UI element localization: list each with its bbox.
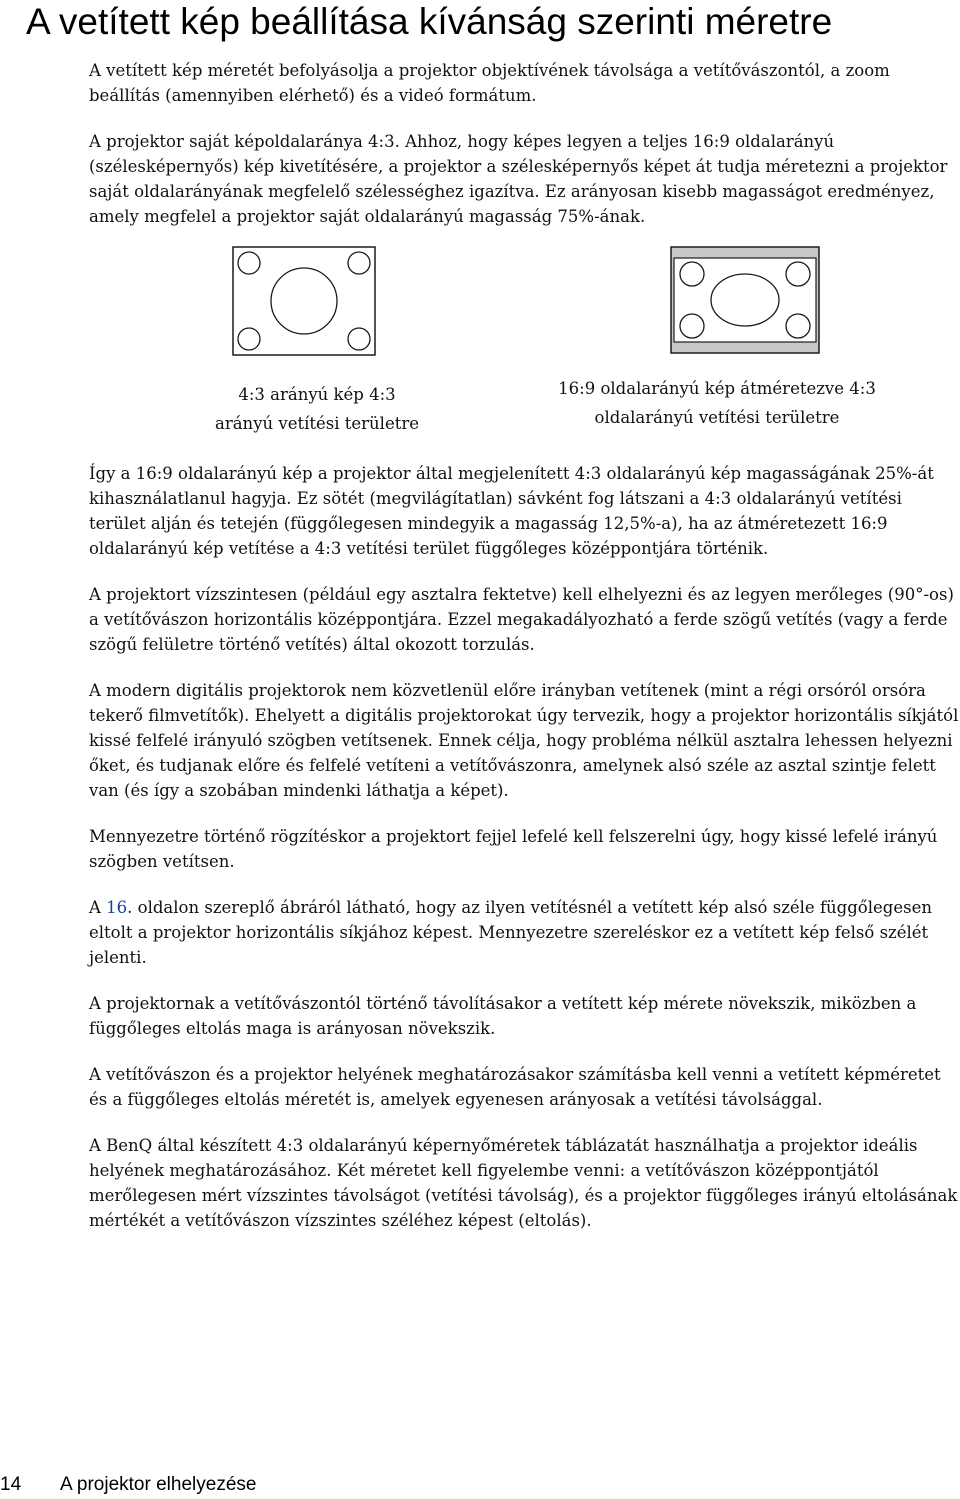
figure-16-9-caption (547, 374, 887, 432)
text-fragment: A (89, 898, 107, 917)
paragraph-benq-table: A BenQ által készített 4:3 oldalarányú képernyőméretek táblázatát használhatja a projektor ideális helyének meghatározásához. Két méretet kell figyelembe venni: a vetítővászon középpontjától merőlegesen mért vízszintes távolságot (vetítési távolság), és a projektor függőleges irányú eltolásának mértékét a vetítővászon vízszintes széléhez képest (eltolás). (89, 1136, 958, 1230)
paragraph-dark-bands: Így a 16:9 oldalarányú kép a projektor által megjelenített 4:3 oldalarányú kép magasságának 25%-át kihasználatlanul hagyja. Ez sötét (megvilágítatlan) sávként fog látszani a 4:3 oldalarányú vetítési terület alján és tetején (függőlegesen mindegyik a magasság 12,5%-a), ha az átméretezett 16:9 oldalarányú kép vetítése a 4:3 vetítési terület függőleges középpontjára történik. (89, 464, 934, 558)
text-fragment: . oldalon szereplő ábráról látható, hogy az ilyen vetítésnél a vetített kép alsó széle függőlegesen eltolt a projektor horizontális síkjához képest. Mennyezetre szereléskor ez a vetített kép felső szélét jelenti. (89, 898, 932, 967)
page-16-link[interactable]: 16 (106, 898, 128, 917)
corner-circle (238, 252, 260, 274)
paragraph-ceiling-mount: Mennyezetre történő rögzítéskor a projektort fejjel lefelé kell felszerelni úgy, hogy kissé lefelé irányú szögben vetítsen. (89, 827, 938, 871)
caption-line: arányú vetítési területre (215, 414, 419, 433)
figure-4-3 (167, 246, 467, 438)
page-title: A vetített kép beállítása kívánság szerinti méretre (26, 1, 833, 42)
paragraph-placement-factors: A vetítővászon és a projektor helyének meghatározásakor számításba kell venni a vetített képméretet és a függőleges eltolás méretét is, amelyek egyenesen arányosak a vetítési távolsággal. (89, 1065, 941, 1109)
center-circle (271, 268, 337, 334)
corner-circle (786, 314, 810, 338)
caption-line: oldalarányú vetítési területre (594, 408, 840, 427)
paragraph-distance-growth: A projektornak a vetítővászontól történő távolításakor a vetített kép mérete növekszik, miközben a függőleges eltolás maga is arányosan növekszik. (89, 994, 917, 1038)
corner-circle (680, 314, 704, 338)
main-content (89, 58, 959, 1254)
corner-circle (348, 252, 370, 274)
figure-4-3-diagram (232, 246, 376, 356)
figure-16-9-diagram (670, 246, 820, 354)
paragraph-modern-projectors: A modern digitális projektorok nem közvetlenül előre irányban vetítenek (mint a régi orsóról orsóra tekerő filmvetítők). Ehelyett a digitális projektorokat úgy tervezik, hogy a projektor horizontális síkjától kissé felfelé irányuló szögben vetítsenek. Ennek célja, hogy probléma nélkül asztalra lehessen helyezni őket, és tudjanak előre és felfelé vetíteni a vetítővászonra, amelynek alsó széle az asztal szintje felett van (és így a szobában mindenki láthatja a képet). (89, 681, 959, 800)
corner-circle (786, 262, 810, 286)
corner-circle (238, 328, 260, 350)
caption-line: 4:3 arányú kép 4:3 (238, 385, 396, 404)
paragraph-intro: A vetített kép méretét befolyásolja a projektor objektívének távolsága a vetítővászontól, a zoom beállítás (amennyiben elérhető) és a videó formátum. (89, 61, 890, 105)
caption-line: 16:9 oldalarányú kép átméretezve 4:3 (558, 379, 876, 398)
footer-section-title: A projektor elhelyezése (60, 1474, 257, 1495)
figure-16-9 (547, 246, 887, 432)
figure-4-3-caption (167, 380, 467, 438)
paragraph-aspect-ratio: A projektor saját képoldalaránya 4:3. Ahhoz, hogy képes legyen a teljes 16:9 oldalarányú (szélesképernyős) kép kivetítésére, a projektor a szélesképernyős képet át tudja méretezni a projektor saját oldalarányának megfelelő szélességhez igazítva. Ez arányosan kisebb magasságot eredményez, amely megfelel a projektor saját oldalarányú magasság 75%-ának. (89, 132, 948, 226)
corner-circle (348, 328, 370, 350)
center-ellipse (711, 274, 779, 326)
aspect-ratio-figures (89, 246, 959, 446)
paragraph-page-reference (89, 895, 959, 970)
page-number: 14 (0, 1474, 22, 1495)
corner-circle (680, 262, 704, 286)
page-footer (0, 1474, 256, 1496)
paragraph-horizontal-placement: A projektort vízszintesen (például egy asztalra fektetve) kell elhelyezni és az legyen merőleges (90°-os) a vetítővászon horizontális középpontjára. Ezzel megakadályozható a ferde szögű vetítés (vagy a ferde szögű felületre történő vetítés) által okozott torzulás. (89, 585, 954, 654)
